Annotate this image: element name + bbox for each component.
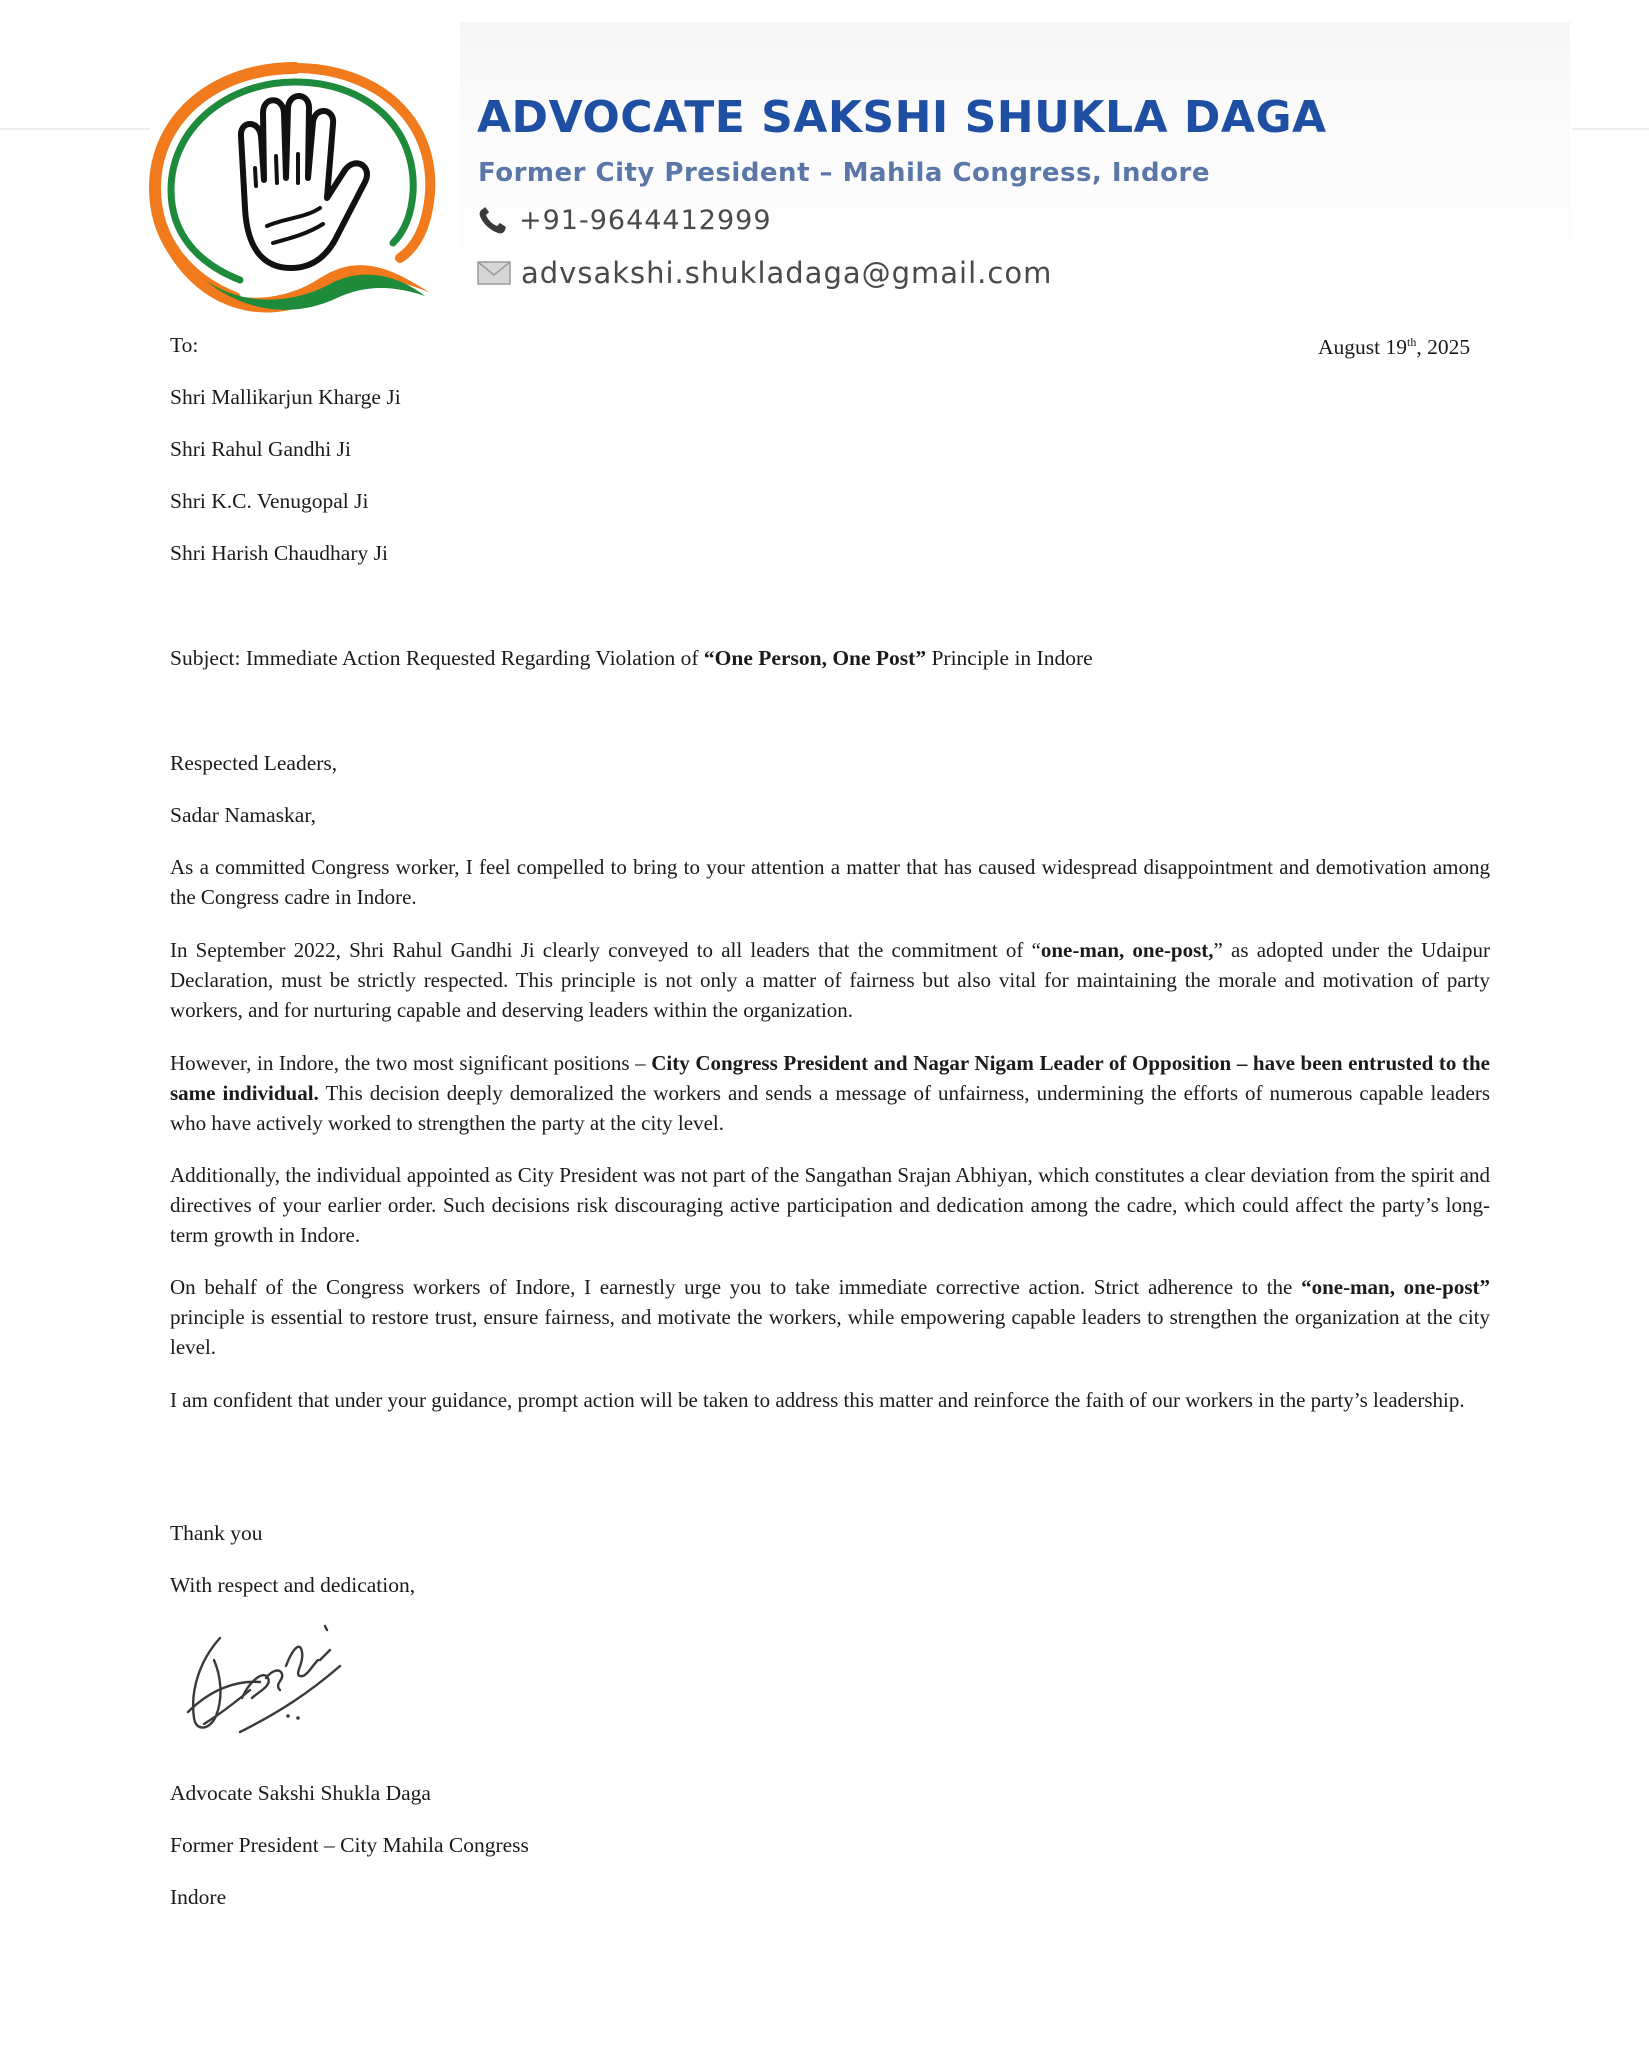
letterhead-title: Former City President – Mahila Congress, Indore xyxy=(478,158,1210,188)
email-address: advsakshi.shukladaga@gmail.com xyxy=(521,256,1053,290)
header-rule-right xyxy=(1572,128,1649,130)
p3-text-a: However, in Indore, the two most significant positions – xyxy=(170,1051,652,1075)
subject-suffix: Principle in Indore xyxy=(926,646,1093,670)
recipient: Shri K.C. Venugopal Ji xyxy=(170,489,369,513)
paragraph-4: Additionally, the individual appointed as City President was not part of the Sangathan Srajan Abhiyan, which constitutes a clear deviation from the spirit and directives of your earlier order. Such decisions risk discouraging active participation and dedication among the cadre, which could affect the party’s long-term growth in Indore. xyxy=(170,1163,1490,1247)
date-year: , 2025 xyxy=(1416,335,1471,360)
p2-text-b: ” as adopted under the Udaipur Declaration, must be strictly respected. This principle is not only a matter of fairness but also vital for maintaining the morale and motivation of party workers, and for nurturing capable and deserving leaders within the organization. xyxy=(170,938,1490,1022)
letterhead-email xyxy=(477,256,1052,290)
p3-text-b: This decision deeply demoralized the workers and sends a message of unfairness, undermining the efforts of numerous capable leaders who have actively worked to strengthen the party at the city level. xyxy=(170,1081,1490,1135)
subject-prefix: Subject: Immediate Action Requested Regarding Violation of xyxy=(170,646,704,670)
p5-text-a: On behalf of the Congress workers of Indore, I earnestly urge you to take immediate corrective action. Strict adherence to the xyxy=(170,1275,1302,1299)
mail-icon xyxy=(477,261,511,285)
to-label: To: xyxy=(170,333,199,357)
date-month-day: August 19 xyxy=(1318,335,1407,360)
closing-respect: With respect and dedication, xyxy=(170,1573,416,1597)
paragraph-5 xyxy=(170,1272,1490,1362)
paragraph-6: I am confident that under your guidance, prompt action will be taken to address this matter and reinforce the faith of our workers in the party’s leadership. xyxy=(170,1388,1465,1412)
paragraph-1: As a committed Congress worker, I feel compelled to bring to your attention a matter that has caused widespread disappointment and demotivation among the Congress cadre in Indore. xyxy=(170,855,1490,909)
letterhead-phone xyxy=(477,205,772,236)
p2-text-a: In September 2022, Shri Rahul Gandhi Ji clearly conveyed to all leaders that the commitment of “ xyxy=(170,938,1041,962)
signatory-name: Advocate Sakshi Shukla Daga xyxy=(170,1781,431,1805)
salutation: Respected Leaders, xyxy=(170,751,338,775)
congress-hand-logo-icon xyxy=(145,58,445,318)
recipient: Shri Mallikarjun Kharge Ji xyxy=(170,385,401,409)
p5-text-b: principle is essential to restore trust, ensure fairness, and motivate the workers, while empowering capable leaders to strengthen the organization at the city level. xyxy=(170,1305,1490,1359)
phone-number: +91-9644412999 xyxy=(519,205,772,236)
phone-icon xyxy=(477,207,509,235)
date-suffix: th xyxy=(1407,335,1417,349)
signatory-title: Former President – City Mahila Congress xyxy=(170,1833,529,1857)
p3-bold: City Congress President and Nagar Nigam Leader of Opposition – have been entrusted to the same individual. xyxy=(170,1051,1490,1105)
p2-bold: one-man, one-post, xyxy=(1040,938,1214,962)
paragraph-2 xyxy=(170,935,1490,1025)
letter-date xyxy=(1318,335,1470,360)
closing-thanks: Thank you xyxy=(170,1521,263,1545)
greeting: Sadar Namaskar, xyxy=(170,803,316,827)
recipient: Shri Harish Chaudhary Ji xyxy=(170,541,388,565)
paragraph-3 xyxy=(170,1048,1490,1138)
recipient: Shri Rahul Gandhi Ji xyxy=(170,437,351,461)
subject-line xyxy=(170,643,1093,673)
subject-bold: “One Person, One Post” xyxy=(703,646,927,670)
header-rule-left xyxy=(0,128,150,130)
handwritten-signature xyxy=(180,1620,360,1750)
letterhead-name: ADVOCATE SAKSHI SHUKLA DAGA xyxy=(477,92,1327,143)
p5-bold: “one-man, one-post” xyxy=(1301,1275,1490,1299)
signatory-city: Indore xyxy=(170,1885,227,1909)
